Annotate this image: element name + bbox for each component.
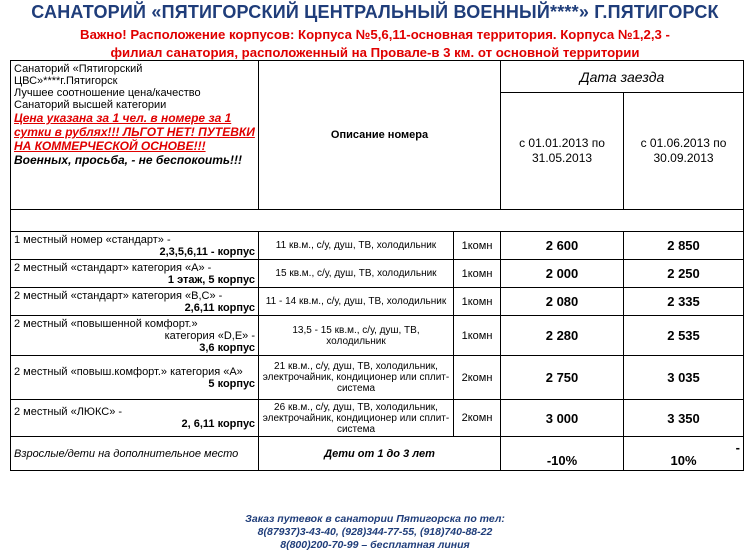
room-count: 2комн bbox=[454, 356, 501, 400]
room-count: 1комн bbox=[454, 232, 501, 260]
spacer-row bbox=[11, 210, 744, 232]
room-count: 1комн bbox=[454, 316, 501, 356]
table-row bbox=[11, 288, 744, 316]
room-building: 3,6 корпус bbox=[199, 341, 255, 354]
room-building: 2,3,5,6,11 - корпус bbox=[159, 245, 255, 258]
table-row bbox=[11, 260, 744, 288]
extra-price-period-1: -10% bbox=[501, 437, 624, 471]
room-name: 2 местный «ЛЮКС» - bbox=[14, 406, 123, 418]
table-row bbox=[11, 356, 744, 400]
room-building: 5 корпус bbox=[208, 377, 255, 390]
footer-phones: 8(87937)3-43-40, (928)344-77-55, (918)740-88-22 bbox=[257, 526, 493, 538]
room-description: 21 кв.м., с/у, душ, ТВ, холодильник, электрочайник, кондиционер или сплит-система bbox=[259, 356, 454, 400]
price-period-1: 2 000 bbox=[501, 260, 624, 288]
room-category: категория «D,E» - bbox=[164, 329, 255, 342]
extra-price-period-2-value: 10% bbox=[670, 453, 697, 468]
room-description: 11 кв.м., с/у, душ, ТВ, холодильник bbox=[259, 232, 454, 260]
price-period-1: 2 750 bbox=[501, 356, 624, 400]
page-title: САНАТОРИЙ «ПЯТИГОРСКИЙ ЦЕНТРАЛЬНЫЙ ВОЕННЫЙ****» Г.ПЯТИГОРСК bbox=[31, 2, 719, 22]
extra-bed-row bbox=[11, 437, 744, 471]
room-description: 15 кв.м., с/у, душ, ТВ, холодильник bbox=[259, 260, 454, 288]
table-row bbox=[11, 316, 744, 356]
booking-footer bbox=[0, 513, 750, 552]
extra-bed-label: Взрослые/дети на дополнительное место bbox=[11, 437, 259, 471]
price-period-2: 3 035 bbox=[624, 356, 744, 400]
price-period-2: 2 535 bbox=[624, 316, 744, 356]
info-line-3: Лучшее соотношение цена/качество bbox=[14, 87, 201, 99]
room-description: 26 кв.м., с/у, душ, ТВ, холодильник, электрочайник, кондиционер или сплит-система bbox=[259, 400, 454, 437]
price-period-2: 2 850 bbox=[624, 232, 744, 260]
room-count: 1комн bbox=[454, 288, 501, 316]
price-period-2: 2 335 bbox=[624, 288, 744, 316]
price-period-1: 2 600 bbox=[501, 232, 624, 260]
price-period-1: 3 000 bbox=[501, 400, 624, 437]
price-period-2: 2 250 bbox=[624, 260, 744, 288]
info-line-2: ЦВС»****г.Пятигорск bbox=[14, 75, 118, 87]
room-description: 13,5 - 15 кв.м., с/у, душ, ТВ, холодильник bbox=[259, 316, 454, 356]
table-row bbox=[11, 232, 744, 260]
room-building: 2, 6,11 корпус bbox=[181, 418, 255, 430]
important-notice bbox=[8, 26, 742, 62]
header-arrival-date: Дата заезда bbox=[501, 61, 744, 93]
room-building: 2,6,11 корпус bbox=[184, 301, 255, 314]
room-count: 2комн bbox=[454, 400, 501, 437]
header-period-1: с 01.01.2013 по 31.05.2013 bbox=[501, 93, 624, 210]
header-period-2: с 01.06.2013 по 30.09.2013 bbox=[624, 93, 744, 210]
notice-line-2: филиал санатория, расположенный на Провале-в 3 км. от основной территории bbox=[110, 45, 640, 60]
notice-line-1: Важно! Расположение корпусов: Корпуса №5,6,11-основная территория. Корпуса №1,2,3 - bbox=[80, 27, 670, 42]
room-name: 1 местный номер «стандарт» - bbox=[14, 233, 171, 246]
room-name: 2 местный «повыш.комфорт.» категория «А» bbox=[14, 365, 243, 378]
price-period-1: 2 280 bbox=[501, 316, 624, 356]
price-table bbox=[10, 60, 744, 471]
info-line-4: Санаторий высшей категории bbox=[14, 99, 167, 111]
footer-line-1: Заказ путевок в санатории Пятигорска по тел: bbox=[245, 513, 505, 525]
info-line-1: Санаторий «Пятигорский bbox=[14, 63, 143, 75]
footer-free-line: 8(800)200-70-99 – бесплатная линия bbox=[280, 539, 470, 551]
price-period-1: 2 080 bbox=[501, 288, 624, 316]
price-warning: Цена указана за 1 чел. в номере за 1 сутки в рублях!!! ЛЬГОТ НЕТ! ПУТЕВКИ НА КОММЕРЧЕСКОЙ ОСНОВЕ!!! bbox=[14, 111, 255, 153]
header-description: Описание номера bbox=[259, 61, 501, 210]
table-row bbox=[11, 400, 744, 437]
room-count: 1комн bbox=[454, 260, 501, 288]
room-name: 2 местный «повышенной комфорт.» bbox=[14, 317, 198, 330]
price-period-2: 3 350 bbox=[624, 400, 744, 437]
room-building: 1 этаж, 5 корпус bbox=[167, 273, 255, 286]
room-name: 2 местный «стандарт» категория «В,С» - bbox=[14, 289, 223, 302]
military-note: Военных, просьба, - не беспокоить!!! bbox=[14, 153, 243, 167]
room-description: 11 - 14 кв.м., с/у, душ, ТВ, холодильник bbox=[259, 288, 454, 316]
extra-price-period-2 bbox=[624, 437, 744, 471]
extra-bed-description: Дети от 1 до 3 лет bbox=[259, 437, 501, 471]
sanatorium-info bbox=[11, 61, 259, 210]
extra-mark: - bbox=[735, 440, 741, 455]
room-name: 2 местный «стандарт» категория «А» - bbox=[14, 261, 212, 274]
